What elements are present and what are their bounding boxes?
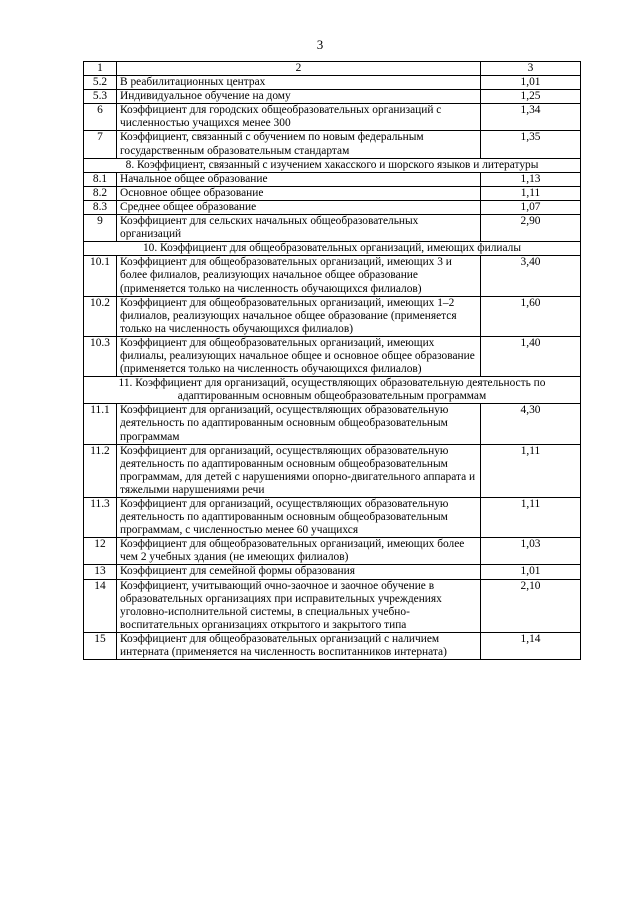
header-cell-1: 1 <box>84 62 117 76</box>
row-description: Коэффициент, связанный с обучением по новым федеральным государственным образовательным стандартам <box>117 131 481 158</box>
row-number: 7 <box>84 131 117 158</box>
row-value: 1,07 <box>481 200 581 214</box>
row-number: 8.1 <box>84 172 117 186</box>
section-title: 11. Коэффициент для организаций, осуществляющих образовательную деятельность по адаптированным основным общеобразовательным программам <box>84 377 581 404</box>
row-value: 1,14 <box>481 632 581 659</box>
header-cell-2: 2 <box>117 62 481 76</box>
row-description: Среднее общее образование <box>117 200 481 214</box>
row-value: 1,03 <box>481 538 581 565</box>
section-title: 10. Коэффициент для общеобразовательных организаций, имеющих филиалы <box>84 242 581 256</box>
table-row <box>84 632 581 659</box>
row-number: 6 <box>84 104 117 131</box>
row-value: 1,11 <box>481 444 581 497</box>
table-row <box>84 186 581 200</box>
row-number: 10.3 <box>84 336 117 376</box>
row-number: 10.1 <box>84 256 117 296</box>
table-row <box>84 215 581 242</box>
table-header-row <box>84 62 581 76</box>
row-description: Коэффициент для семейной формы образования <box>117 565 481 579</box>
row-number: 11.2 <box>84 444 117 497</box>
page-number: 3 <box>316 37 324 52</box>
table-row <box>84 296 581 336</box>
table-row <box>84 444 581 497</box>
section-row <box>84 158 581 172</box>
coefficient-table <box>83 61 581 660</box>
header-cell-3: 3 <box>481 62 581 76</box>
row-description: Коэффициент для общеобразовательных организаций, имеющих 3 и более филиалов, реализующих начальное общее образование (применяется только на численность обучающихся филиалов) <box>117 256 481 296</box>
row-number: 9 <box>84 215 117 242</box>
row-description: Коэффициент для городских общеобразовательных организаций с численностью учащихся менее 300 <box>117 104 481 131</box>
row-value: 2,90 <box>481 215 581 242</box>
row-description: Коэффициент для общеобразовательных организаций, имеющих более чем 2 учебных здания (не имеющих филиалов) <box>117 538 481 565</box>
section-title: 8. Коэффициент, связанный с изучением хакасского и шорского языков и литературы <box>84 158 581 172</box>
row-value: 1,34 <box>481 104 581 131</box>
table-row <box>84 131 581 158</box>
row-value: 1,01 <box>481 565 581 579</box>
row-description: Коэффициент для общеобразовательных организаций, имеющих 1–2 филиалов, реализующих начальное общее образование (применяется только на численность обучающихся филиалов) <box>117 296 481 336</box>
row-value: 1,40 <box>481 336 581 376</box>
table-row <box>84 256 581 296</box>
row-number: 10.2 <box>84 296 117 336</box>
section-row <box>84 377 581 404</box>
row-value: 1,11 <box>481 186 581 200</box>
table-row <box>84 565 581 579</box>
row-value: 3,40 <box>481 256 581 296</box>
table-row <box>84 336 581 376</box>
table-row <box>84 579 581 632</box>
table-row <box>84 76 581 90</box>
row-description: Коэффициент для организаций, осуществляющих образовательную деятельность по адаптированным основным общеобразовательным программам, с численностью менее 60 учащихся <box>117 498 481 538</box>
row-number: 11.1 <box>84 404 117 444</box>
table-row <box>84 172 581 186</box>
row-value: 1,60 <box>481 296 581 336</box>
section-row <box>84 242 581 256</box>
row-description: Коэффициент для организаций, осуществляющих образовательную деятельность по адаптированным основным общеобразовательным программам, для детей с нарушениями опорно-двигательного аппарата и тяжелыми нарушениями речи <box>117 444 481 497</box>
row-number: 15 <box>84 632 117 659</box>
row-number: 5.3 <box>84 90 117 104</box>
table-row <box>84 200 581 214</box>
row-description: Коэффициент, учитывающий очно-заочное и заочное обучение в образовательных организациях при исправительных учреждениях уголовно-исполнительной системы, в специальных учебно-воспитательных организациях открытого и закрытого типа <box>117 579 481 632</box>
row-value: 1,13 <box>481 172 581 186</box>
row-value: 1,25 <box>481 90 581 104</box>
row-number: 8.2 <box>84 186 117 200</box>
row-value: 4,30 <box>481 404 581 444</box>
row-description: Коэффициент для общеобразовательных организаций, имеющих филиалы, реализующих начальное общее и основное общее образование (применяется только на численность обучающихся филиалов) <box>117 336 481 376</box>
row-value: 1,01 <box>481 76 581 90</box>
row-description: Индивидуальное обучение на дому <box>117 90 481 104</box>
table-row <box>84 104 581 131</box>
table-row <box>84 538 581 565</box>
row-value: 1,35 <box>481 131 581 158</box>
row-description: Коэффициент для общеобразовательных организаций с наличием интерната (применяется на численность воспитанников интерната) <box>117 632 481 659</box>
row-description: В реабилитационных центрах <box>117 76 481 90</box>
row-description: Начальное общее образование <box>117 172 481 186</box>
table-row <box>84 498 581 538</box>
row-value: 2,10 <box>481 579 581 632</box>
table-row <box>84 404 581 444</box>
row-number: 11.3 <box>84 498 117 538</box>
row-value: 1,11 <box>481 498 581 538</box>
row-number: 8.3 <box>84 200 117 214</box>
row-description: Основное общее образование <box>117 186 481 200</box>
row-number: 5.2 <box>84 76 117 90</box>
row-description: Коэффициент для организаций, осуществляющих образовательную деятельность по адаптированным основным общеобразовательным программам <box>117 404 481 444</box>
row-number: 14 <box>84 579 117 632</box>
row-number: 13 <box>84 565 117 579</box>
table-row <box>84 90 581 104</box>
row-description: Коэффициент для сельских начальных общеобразовательных организаций <box>117 215 481 242</box>
row-number: 12 <box>84 538 117 565</box>
